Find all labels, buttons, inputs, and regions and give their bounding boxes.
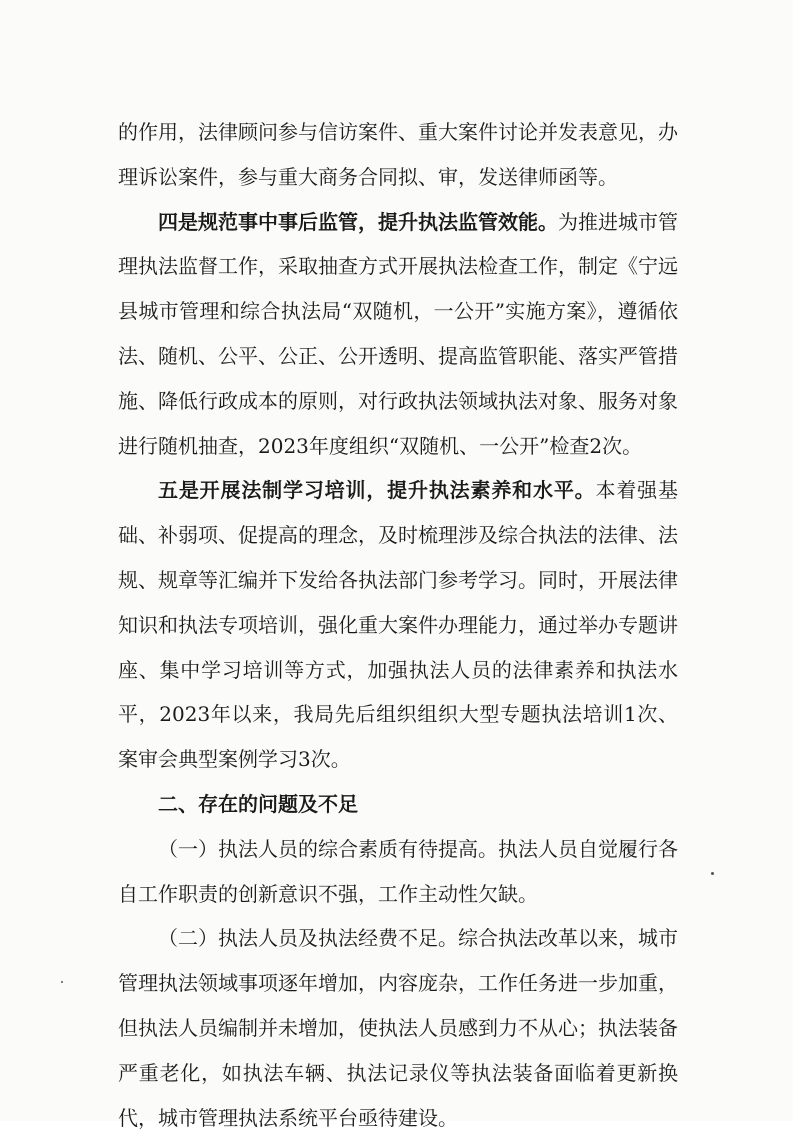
section-heading: 二、存在的问题及不足 [158, 791, 358, 816]
issue-item-1: （一）执法人员的综合素质有待提高。执法人员自觉履行各自工作职责的创新意识不强，工作主动性欠缺。 [118, 836, 678, 906]
paragraph-supervision-lead: 四是规范事中事后监管，提升执法监管效能。 [158, 209, 558, 234]
paragraph-training [118, 468, 678, 782]
paragraph-training-body: 本着强基础、补弱项、促提高的理念，及时梳理涉及综合执法的法律、法规、规章等汇编并下发给各执法部门参考学习。同时，开展法律知识和执法专项培训，强化重大案件办理能力，通过举办专题讲座、集中学习培训等方式，加强执法人员的法律素养和执法水平，2023年以来，我局先后组织组织大型专题执法培训1次、案审会典型案例学习3次。 [118, 478, 679, 772]
issue-item-2: （二）执法人员及执法经费不足。综合执法改革以来，城市管理执法领域事项逐年增加，内容庞杂，工作任务进一步加重，但执法人员编制并未增加，使执法人员感到力不从心；执法装备严重老化，如执法车辆、执法记录仪等执法装备面临着更新换代，城市管理执法系统平台亟待建设。 [118, 926, 678, 1130]
paragraph-supervision-body: 为推进城市管理执法监督工作，采取抽查方式开展执法检查工作，制定《宁远县城市管理和综合执法局“双随机，一公开”实施方案》，遵循依法、随机、公平、公正、公开透明、提高监管职能、落实严管措施、降低行政成本的原则，对行政执法领域执法对象、服务对象进行随机抽查，2023年度组织“双随机、一公开”检查2次。 [118, 209, 678, 458]
scan-speck [711, 872, 714, 875]
document-body [118, 110, 678, 1140]
paragraph-supervision [118, 200, 678, 469]
paragraph-training-lead: 五是开展法制学习培训，提升执法素养和水平。 [158, 478, 596, 503]
scan-speck [61, 981, 63, 983]
paragraph-continuation: 的作用，法律顾问参与信访案件、重大案件讨论并发表意见，办理诉讼案件，参与重大商务合同拟、审，发送律师函等。 [118, 120, 678, 189]
